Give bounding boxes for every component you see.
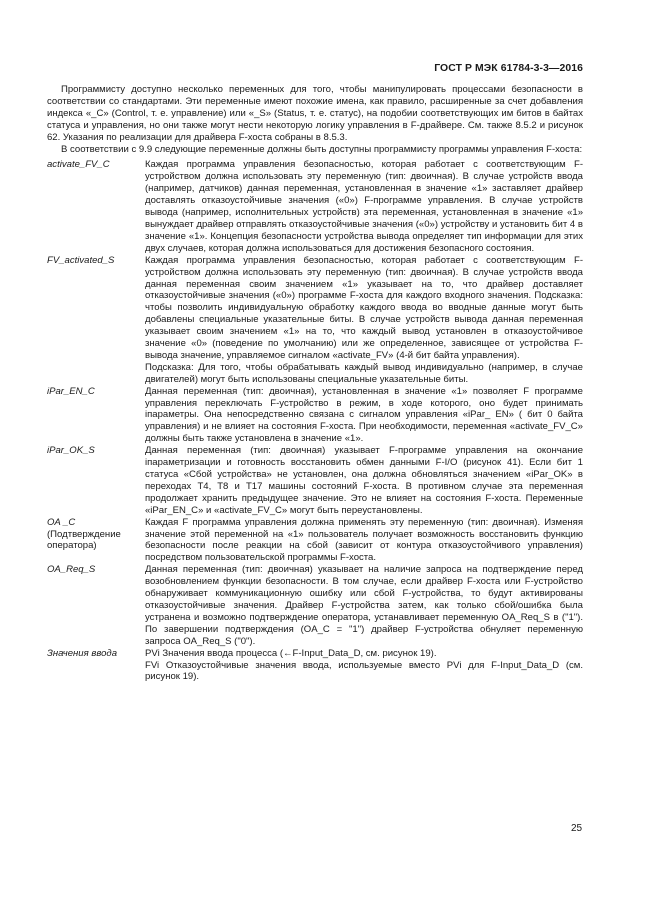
definition-item [47, 445, 583, 516]
description-paragraph: Каждая программа управления безопасностью, которая работает с соответствующим F-устройством должна использовать эту переменную (тип: двоичная). В случае устройств ввода данная переменная своим значением «1» указывает на то, что драйвер доставляет отказоустойчивые значения («0») программе F-хоста для каждого входного значения. Подсказка: чтобы позволить индивидуальную обработку каждого ввода во вводные данные могут быть добавлены специальные указательные биты. В случае устройств вывода данная переменная указывает своим значением «1» на то, что каждый вывод установлен в отказоустойчивое значение «0» (поведение по умолчанию) или же определенное, зависящее от устройства F-вывода значение, управляемое сигналом «activate_FV» (4-й бит байта управления). [145, 254, 583, 361]
definition-term [47, 159, 145, 254]
definition-description [145, 445, 583, 516]
document-header: ГОСТ Р МЭК 61784-3-3—2016 [434, 63, 583, 74]
definition-term [47, 445, 145, 516]
definition-description [145, 564, 583, 647]
description-paragraph: FVi Отказоустойчивые значения ввода, используемые вместо PVi для F-Input_Data_D (см. рисунок 19). [145, 659, 583, 683]
description-paragraph: Данная переменная (тип: двоичная) указывает F-программе управления на окончание iпараметризации и готовность восстановить обмен данными F-I/O (рисунок 41). Если бит 1 статуса «Сбой устройства» не установлен, она должна обновляться значением «iPar_OK» в переходах T4, T8 и T17 машины состояний F-хоста. В противном случае эта переменная продолжает хранить предыдущее значение. Это не влияет на состояния F-хоста. Переменные «iPar_EN_C» и «activate_FV_C» могут быть переустановлены. [145, 445, 583, 516]
definition-item [47, 564, 583, 647]
definition-term [47, 255, 145, 386]
definition-description [145, 517, 583, 565]
description-paragraph: PVi Значения ввода процесса (←F-Input_Data_D, см. рисунок 19). [145, 647, 437, 659]
definition-item [47, 386, 583, 446]
term-name: FV_activated_S [47, 254, 115, 266]
definition-term [47, 386, 145, 446]
description-paragraph: Данная переменная (тип: двоичная) указывает на наличие запроса на подтверждение перед возобновлением функции безопасности. В том случае, если драйвер F-хоста или F-устройство обнаруживает коммуникационную ошибку или сбой F-устройства, то будут активированы отказоустойчивые значения. Драйвер F-устройства затем, как только сбой/ошибка была устранена и возможно подтверждение оператора, устанавливает переменную OA_Req_S в ("1"). По завершении подтверждения (OA_C = "1") драйвер F-устройства обнуляет переменную запроса OA_Req_S ("0"). [145, 564, 583, 647]
description-paragraph: Каждая программа управления безопасностью, которая работает с соответствующим F-устройством должна использовать эту переменную (тип: двоичная). В случае устройств ввода (например, датчиков) данная переменная, установленная в значение «1» заставляет драйвер доставлять отказоустойчивые значения («0») F-программе управления. В случае устройств вывода (например, исполнительных устройств) эта переменная, установленная в значение «1» вынуждает драйвер отправлять отказоустойчивые значения («0») устройству и установить бит 4 в значение «1». Концепция безопасности устройства вывода определяет тип информации для этих двух случаев, которая должна использоваться для достижения безопасного состояния. [145, 159, 583, 254]
definition-term [47, 648, 145, 684]
page-number: 25 [571, 823, 583, 834]
definition-description [145, 159, 583, 254]
term-name: activate_FV_C [47, 159, 110, 171]
term-name: OA _C [47, 516, 76, 528]
definition-item [47, 648, 583, 684]
definition-description [145, 255, 583, 386]
definition-list [47, 159, 583, 683]
term-name: iPar_OK_S [47, 445, 95, 457]
intro-paragraph: Программисту доступно несколько переменных для того, чтобы манипулировать процессами безопасности в соответствии со стандартами. Эти переменные имеют похожие имена, как правило, расширенные за счет добавления индекса «_C» (Control, т. е. управление) или «_S» (Status, т. е. статус), на подобии соответствующих им битов в байтах статуса и управления, но они также могут нести некоторую логику управления в F-драйвере. См. также 8.5.2 и рисунок 62. Указания по реализации для драйвера F-хоста собраны в 8.5.3. [47, 84, 583, 143]
description-paragraph: Подсказка: Для того, чтобы обрабатывать каждый вывод индивидуально (например, в случае двигателей) могут быть использованы специальные указательные биты. [145, 361, 583, 385]
definition-description [145, 386, 583, 446]
description-paragraph: Каждая F программа управления должна применять эту переменную (тип: двоичная). Изменяя значение этой переменной на «1» пользователь получает возможность восстановить функцию безопасности после реакции на сбой (зависит от контура отказоустойчивого управления) посредством пользовательской программы F-хоста. [145, 516, 583, 564]
term-name: Значения ввода [47, 647, 118, 659]
intro-paragraph: В соответствии с 9.9 следующие переменные должны быть доступны программисту программы управления F-хоста: [61, 143, 583, 155]
term-name: iPar_EN_C [47, 385, 95, 397]
description-paragraph: Данная переменная (тип: двоичная), установленная в значение «1» позволяет F программе управления переключать F-устройство в режим, в ходе которого, оно будет принимать iпараметры. Она непосредственно связана с сигналом управления «iPar_ EN» ( бит 0 байта управления) и не влияет на состояния F-хоста. При необходимости, переменная «activate_FV_C» должны быть также установлена в значение «1». [145, 385, 583, 445]
definition-term [47, 564, 145, 647]
term-subtitle: (Подтверждение оператора) [47, 528, 121, 552]
definition-term [47, 517, 145, 565]
definition-item [47, 517, 583, 565]
definition-description [145, 648, 583, 684]
page-content [47, 84, 583, 683]
definition-item [47, 255, 583, 386]
definition-item [47, 159, 583, 254]
term-name: OA_Req_S [47, 564, 96, 576]
